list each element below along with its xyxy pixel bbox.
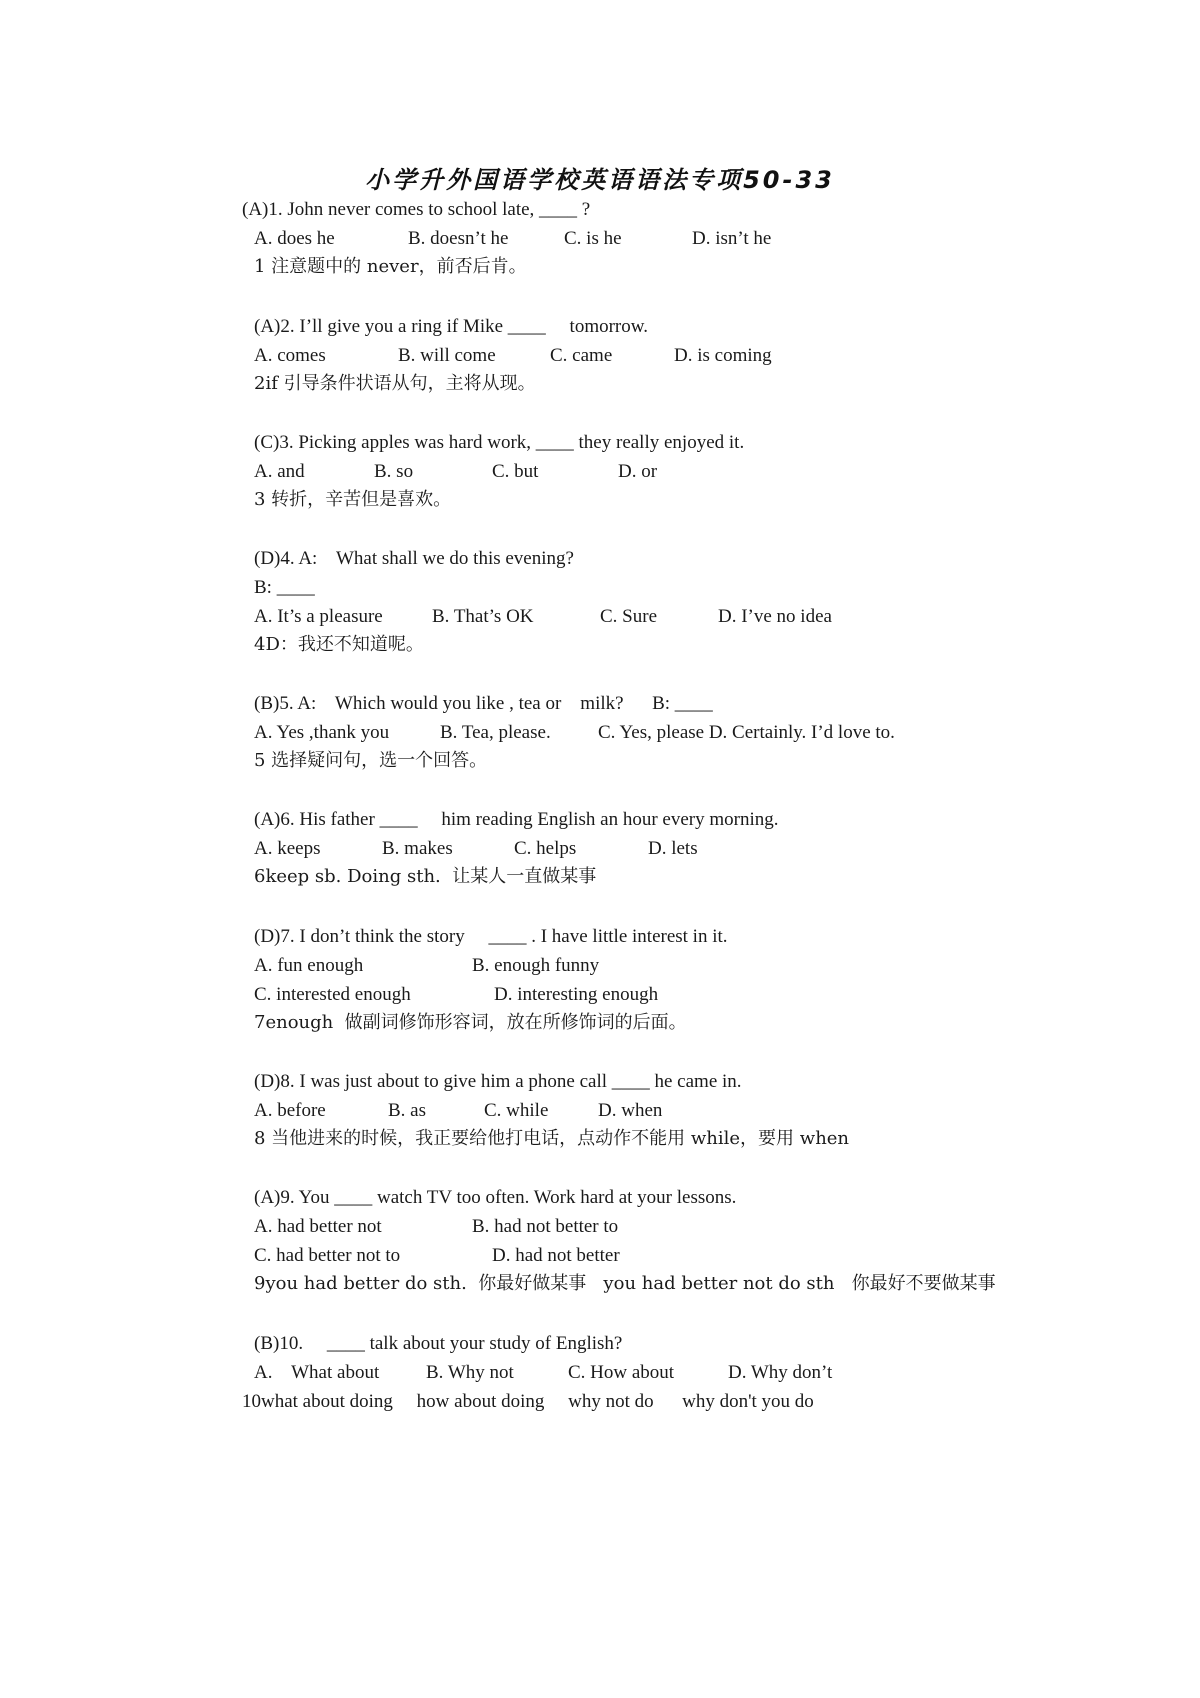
question-4-response: B: ____: [254, 577, 315, 598]
question-1-option-a: A. does he: [254, 228, 335, 249]
question-2-option-d: D. is coming: [674, 345, 772, 366]
question-10-option-c: C. How about: [568, 1362, 675, 1383]
question-2-option-a: A. comes: [254, 345, 326, 366]
question-3-option-c: C. but: [492, 461, 539, 482]
question-1-option-c: C. is he: [564, 228, 622, 249]
question-9-option-a: A. had better not: [254, 1216, 382, 1237]
question-8-option-d: D. when: [598, 1100, 663, 1121]
question-1-option-d: D. isn’t he: [692, 228, 772, 249]
question-9-option-b: B. had not better to: [472, 1216, 619, 1237]
question-6-note: 6keep sb. Doing sth. 让某人一直做某事: [254, 866, 597, 887]
question-3-option-d: D. or: [618, 461, 658, 482]
question-10-option-d: D. Why don’t: [728, 1362, 833, 1383]
question-1-option-b: B. doesn’t he: [408, 228, 509, 249]
question-7-option-d: D. interesting enough: [494, 984, 659, 1005]
question-6-option-d: D. lets: [648, 838, 698, 859]
question-9-note: 9you had better do sth. 你最好做某事 you had better not do sth 你最好不要做某事: [254, 1273, 996, 1294]
question-7-option-a: A. fun enough: [254, 955, 364, 976]
question-5-stem: (B)5. A: Which would you like , tea or milk? B: ____: [254, 693, 713, 714]
question-10-option-b: B. Why not: [426, 1362, 514, 1383]
page-title: 小学升外国语学校英语语法专项50-33: [365, 166, 835, 194]
question-6-stem: (A)6. His father ____ him reading English an hour every morning.: [254, 809, 779, 830]
question-7-option-c: C. interested enough: [254, 984, 411, 1005]
question-7-option-b: B. enough funny: [472, 955, 600, 976]
question-2-option-b: B. will come: [398, 345, 496, 366]
question-8-note: 8 当他进来的时候，我正要给他打电话，点动作不能用 while，要用 when: [254, 1128, 850, 1149]
question-5-option-b: B. Tea, please.: [440, 722, 551, 743]
question-4-option-d: D. I’ve no idea: [718, 606, 832, 627]
question-8-stem: (D)8. I was just about to give him a phone call ____ he came in.: [254, 1071, 742, 1092]
question-8-option-c: C. while: [484, 1100, 549, 1121]
question-3-note: 3 转折，辛苦但是喜欢。: [254, 489, 452, 510]
question-2-note: 2if 引导条件状语从句，主将从现。: [254, 373, 536, 394]
question-6-option-c: C. helps: [514, 838, 577, 859]
question-7-stem: (D)7. I don’t think the story ____ . I have little interest in it.: [254, 926, 728, 947]
question-2-stem: (A)2. I’ll give you a ring if Mike ____ tomorrow.: [254, 316, 648, 337]
question-8-option-a: A. before: [254, 1100, 326, 1121]
question-4-note: 4D：我还不知道呢。: [254, 634, 424, 655]
question-5-option-a: A. Yes ,thank you: [254, 722, 390, 743]
question-1-note: 1 注意题中的 never，前否后肯。: [254, 256, 527, 277]
question-9-option-c: C. had better not to: [254, 1245, 401, 1266]
question-8-option-b: B. as: [388, 1100, 426, 1121]
question-2-option-c: C. came: [550, 345, 613, 366]
question-3-option-a: A. and: [254, 461, 305, 482]
question-1-stem: (A)1. John never comes to school late, ____ ?: [242, 199, 591, 220]
question-5-option-c: C. Yes, please D. Certainly. I’d love to.: [598, 722, 895, 743]
question-10-option-a: A. What about: [254, 1362, 380, 1383]
question-4-stem: (D)4. A: What shall we do this evening?: [254, 548, 574, 569]
question-4-option-b: B. That’s OK: [432, 606, 534, 627]
question-10-note: 10what about doing how about doing why not do why don't you do: [242, 1391, 814, 1412]
question-9-stem: (A)9. You ____ watch TV too often. Work hard at your lessons.: [254, 1187, 737, 1208]
question-6-option-a: A. keeps: [254, 838, 321, 859]
question-10-stem: (B)10. ____ talk about your study of English?: [254, 1333, 623, 1354]
question-5-note: 5 选择疑问句，选一个回答。: [254, 750, 488, 771]
question-3-stem: (C)3. Picking apples was hard work, ____ they really enjoyed it.: [254, 432, 745, 453]
question-4-option-c: C. Sure: [600, 606, 657, 627]
question-4-option-a: A. It’s a pleasure: [254, 606, 383, 627]
question-3-option-b: B. so: [374, 461, 414, 482]
question-6-option-b: B. makes: [382, 838, 453, 859]
question-9-option-d: D. had not better: [492, 1245, 620, 1266]
question-7-note: 7enough 做副词修饰形容词，放在所修饰词的后面。: [254, 1012, 687, 1033]
